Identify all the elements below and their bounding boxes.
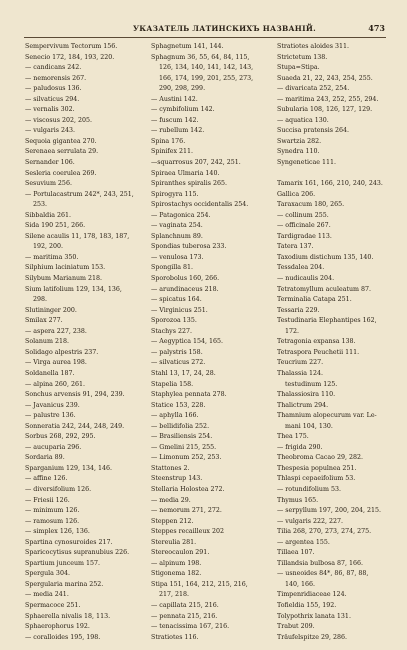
- index-entry: Timpenridiaceae 124.: [277, 591, 347, 599]
- index-entry: Subularia 108, 126, 127, 129.: [277, 106, 373, 114]
- index-entry: Solanum 218.: [25, 338, 69, 346]
- index-entry: — Aegyptica 154, 165.: [151, 338, 224, 346]
- index-entry: Senecio 172, 184, 193, 220.: [25, 53, 115, 61]
- index-entry: mani 104, 130.: [285, 422, 333, 430]
- index-entry: Stratiotes aloides 311.: [277, 43, 350, 50]
- index-entry: — maritima 243, 252, 255, 294.: [277, 95, 379, 103]
- index-entry: 253.: [33, 201, 48, 209]
- index-entry: — maritima 350.: [25, 253, 79, 261]
- index-entry: Thlaspi cepaeifolium 53.: [277, 475, 356, 483]
- index-entry: Tolypothrix lanata 131.: [277, 612, 351, 620]
- index-entry: Sporozoa 135.: [151, 317, 197, 325]
- index-entry: 140, 166.: [285, 580, 316, 588]
- index-entry: — Gmelini 215, 255.: [151, 443, 217, 451]
- index-entry: — vaginata 254.: [151, 222, 203, 230]
- index-entry: Stahl 13, 17, 24, 28.: [151, 369, 216, 377]
- index-entry: — vulgaris 243.: [25, 127, 75, 135]
- index-entry: Staphylea pennata 278.: [151, 391, 227, 399]
- index-entry: — rubellum 142.: [151, 127, 205, 135]
- index-entry: Sparganium 129, 134, 146.: [25, 464, 113, 472]
- index-entry: — bellidifolia 252.: [151, 422, 210, 430]
- index-entry: Tilia 268, 270, 273, 274, 275.: [277, 528, 372, 536]
- index-entry: Spergula 304.: [25, 570, 70, 578]
- index-entry: Stigonema 182.: [151, 570, 202, 578]
- index-entry: — silvaticus 294.: [25, 95, 80, 103]
- index-entry: Steenstrup 143.: [151, 475, 203, 483]
- index-entry: — aquatica 130.: [277, 116, 329, 124]
- index-entry: Silphium laciniatum 153.: [25, 264, 106, 272]
- index-entry: Sordaria 89.: [25, 454, 65, 462]
- index-entry: Stipa 151, 164, 212, 215, 216,: [151, 580, 248, 588]
- index-entry: Steppes recailleux 202: [151, 528, 225, 536]
- index-entry: Taraxacum 180, 265.: [277, 201, 345, 209]
- index-entry: Theobroma Cacao 29, 282.: [277, 454, 364, 462]
- index-entry: — aphylla 166.: [151, 412, 199, 420]
- index-entry: Spermacoce 251.: [25, 601, 81, 609]
- index-entry: Solidago alpestris 237.: [25, 348, 99, 356]
- index-entry: Spiranthes spiralis 265.: [151, 180, 228, 188]
- index-entry: Sium latifolium 129, 134, 136,: [25, 285, 122, 293]
- index-entry: Syngeneticae 111.: [277, 159, 337, 167]
- page-number: 473: [368, 23, 385, 33]
- index-entry: Testudinaria Elephantipes 162,: [277, 317, 377, 325]
- index-entry: Tillandsia bulbosa 87, 166.: [277, 559, 364, 567]
- index-entry: Spergularia marina 252.: [25, 580, 104, 588]
- index-entry: — simplex 126, 136.: [25, 528, 90, 536]
- index-entry: 192, 200.: [33, 243, 64, 251]
- index-entry: Stattones 2.: [151, 464, 190, 472]
- index-entry: — silvaticus 272.: [151, 359, 206, 367]
- index-entry: — serpyllum 197, 200, 204, 215.: [277, 507, 381, 515]
- index-entry: Sonneratia 242, 244, 248, 249.: [25, 422, 125, 430]
- index-entry: Tetragonia expansa 138.: [277, 338, 356, 346]
- index-entry: — candicans 242.: [25, 64, 82, 72]
- running-title: УКАЗАТЕЛЬ ЛАТИНСКИХЪ НАЗВАНІЙ.: [133, 24, 317, 33]
- index-entry: — alpinum 198.: [151, 559, 202, 567]
- index-entry: [277, 169, 403, 180]
- index-entry: Teucrium 227.: [277, 359, 324, 367]
- index-entry: Spartium junceum 157.: [25, 559, 101, 567]
- index-entry: — Javanicus 239.: [25, 401, 80, 409]
- index-entry: Sequoia gigantea 270.: [25, 137, 97, 145]
- index-entry: — rotundifolium 53.: [277, 485, 341, 493]
- index-entry: — divaricata 252, 254.: [277, 85, 350, 93]
- index-column-2: [151, 42, 282, 643]
- index-entry: Trabut 209.: [277, 623, 315, 631]
- index-entry: — vulgaris 222, 227.: [277, 517, 344, 525]
- index-entry: —squarrosus 207, 242, 251.: [151, 159, 241, 167]
- index-entry: — pennata 215, 216.: [151, 612, 218, 620]
- index-entry: testudinum 125.: [285, 380, 338, 388]
- index-entry: — Virginicus 251.: [151, 306, 208, 314]
- index-entry: — affine 126.: [25, 475, 68, 483]
- index-entry: — diversifolium 126.: [25, 485, 92, 493]
- index-entry: Tetratomyllum aculeatum 87.: [277, 285, 372, 293]
- page-header: [0, 0, 407, 36]
- index-entry: — nemorum 271, 272.: [151, 507, 222, 515]
- index-entry: Splanchnum 89.: [151, 232, 203, 240]
- index-entry: 290, 298, 299.: [159, 85, 206, 93]
- index-entry: Stereocaulon 291.: [151, 549, 210, 557]
- index-entry: — venulosa 173.: [151, 253, 204, 261]
- index-entry: Sonchus arvensis 91, 294, 239.: [25, 391, 125, 399]
- index-entry: — frigida 290.: [277, 443, 323, 451]
- index-entry: 126, 134, 140, 141, 142, 143,: [159, 64, 254, 72]
- index-entry: Spirostachys occidentalis 254.: [151, 201, 249, 209]
- index-entry: Silene acaulis 11, 178, 183, 187,: [25, 232, 130, 240]
- index-entry: — fuscum 142.: [151, 116, 199, 124]
- index-entry: Sphagnum 36, 55, 64, 84, 115,: [151, 53, 250, 61]
- index-entry: — viscosus 202, 205.: [25, 116, 92, 124]
- index-entry: — paludosus 136.: [25, 85, 82, 93]
- index-entry: Strictetum 138.: [277, 53, 328, 61]
- index-entry: Spirogyra 115.: [151, 190, 199, 198]
- header-rule: [24, 37, 386, 38]
- index-entry: — Limonum 252, 253.: [151, 454, 222, 462]
- index-entry: — coralloides 195, 198.: [25, 633, 101, 641]
- index-entry: — spicatus 164.: [151, 296, 202, 304]
- index-entry: Swartzia 282.: [277, 137, 322, 145]
- index-entry: Thea 175.: [277, 433, 309, 441]
- index-entry: Sesuvium 256.: [25, 180, 72, 188]
- index-entry: — palystris 158.: [151, 348, 203, 356]
- index-entry: Stapelia 158.: [151, 380, 194, 388]
- index-entry: Sida 190 251, 266.: [25, 222, 86, 230]
- index-entry: — aucuparia 296.: [25, 443, 82, 451]
- index-entry: Stereulia 281.: [151, 538, 197, 546]
- index-entry: Sphaerella nivalis 18, 113.: [25, 612, 111, 620]
- index-entry: Sibbaldia 261.: [25, 211, 71, 219]
- index-entry: Spartina cynosuroides 217.: [25, 538, 113, 546]
- index-entry: Thymus 165.: [277, 496, 319, 504]
- index-entry: Sorbus 268, 292, 295.: [25, 433, 96, 441]
- index-entry: — alpina 260, 261.: [25, 380, 85, 388]
- index-entry: Succisa pratensis 264.: [277, 127, 350, 135]
- index-column-3: [277, 42, 403, 643]
- index-entry: — media 241.: [25, 591, 69, 599]
- index-entry: — ramosum 126.: [25, 517, 80, 525]
- index-entry: Sernander 106.: [25, 159, 75, 167]
- index-entry: — Portulacastrum 242*, 243, 251,: [25, 190, 134, 198]
- index-entry: Gallica 206.: [277, 190, 316, 198]
- index-entry: — usneoides 84*, 86, 87, 88,: [277, 570, 369, 578]
- index-entry: Sparicocytisus supranubius 226.: [25, 549, 130, 557]
- index-entry: Tardigradae 113.: [277, 232, 332, 240]
- index-entry: — capillata 215, 216.: [151, 601, 219, 609]
- index-entry: Träufelspitze 29, 286.: [277, 633, 347, 641]
- index-entry: Spinifex 211.: [151, 148, 194, 156]
- index-entry: Statice 153, 228.: [151, 401, 206, 409]
- index-entry: Sphaerophorus 192.: [25, 623, 90, 631]
- index-entry: Spiraea Ulmaria 140.: [151, 169, 220, 177]
- index-entry: — nudicaulis 204.: [277, 275, 335, 283]
- index-entry: Sesleria coerulea 269.: [25, 169, 97, 177]
- index-entry: Sempervivum Tectorum 156.: [25, 43, 118, 50]
- index-entry: 172.: [285, 327, 300, 335]
- index-entry: — tenacissima 167, 216.: [151, 623, 230, 631]
- index-entry: — Friesii 126.: [25, 496, 70, 504]
- index-entry: Spongilla 81.: [151, 264, 194, 272]
- index-entry: Stachys 227.: [151, 327, 192, 335]
- index-entry: Suaeda 21, 22, 243, 254, 255.: [277, 74, 373, 82]
- index-entry: — Austini 142.: [151, 95, 198, 103]
- index-entry: — nemorensis 267.: [25, 74, 87, 82]
- index-entry: — arundinaceus 218.: [151, 285, 219, 293]
- index-entry: Stratiotes 116.: [151, 633, 199, 641]
- index-entry: Silybum Marianum 218.: [25, 275, 103, 283]
- index-entry: Sporobolus 160, 266.: [151, 275, 220, 283]
- index-entry: Slutininger 200.: [25, 306, 77, 314]
- index-entry: Spina 176.: [151, 137, 186, 145]
- index-entry: — palustre 136.: [25, 412, 76, 420]
- index-entry: — Virga aurea 198.: [25, 359, 87, 367]
- index-entry: — Brasiliensis 254.: [151, 433, 213, 441]
- index-entry: 166, 174, 199, 201, 255, 273,: [159, 74, 254, 82]
- index-entry: Tillaea 107.: [277, 549, 315, 557]
- index-entry: Serenaea serrulata 29.: [25, 148, 99, 156]
- index-entry: — collinum 255.: [277, 211, 329, 219]
- index-column-1: [25, 42, 156, 643]
- index-entry: Taxodium distichum 135, 140.: [277, 253, 374, 261]
- index-entry: Thalassiosira 110.: [277, 391, 336, 399]
- index-entry: Thespesia populnea 251.: [277, 464, 357, 472]
- index-entry: Synedra 110.: [277, 148, 320, 156]
- index-entry: — vernalis 302.: [25, 106, 75, 114]
- index-entry: Sphagnetum 141, 144.: [151, 43, 224, 50]
- index-entry: Thalictrum 294.: [277, 401, 329, 409]
- index-entry: Stupa=Stipa.: [277, 64, 320, 72]
- index-entry: Thamnium alopecurum var. Le-: [277, 412, 377, 420]
- index-entry: Spondias tuberosa 233.: [151, 243, 227, 251]
- index-entry: Soldanella 187.: [25, 369, 75, 377]
- index-entry: Terminalia Catapa 251.: [277, 296, 352, 304]
- index-entry: Tamarix 161, 166, 210, 240, 243.: [277, 180, 383, 188]
- index-entry: Smilax 277.: [25, 317, 63, 325]
- index-entry: — minimum 126.: [25, 507, 80, 515]
- index-entry: Thalassia 124.: [277, 369, 324, 377]
- index-entry: — argentea 155.: [277, 538, 330, 546]
- index-entry: — officinale 267.: [277, 222, 331, 230]
- index-entry: Steppen 212.: [151, 517, 194, 525]
- index-entry: Tessdalea 204.: [277, 264, 325, 272]
- index-entry: Tofieldia 155, 192.: [277, 601, 337, 609]
- index-entry: Stellaria Holostea 272.: [151, 485, 225, 493]
- index-entry: — cymbifolium 142.: [151, 106, 215, 114]
- index-entry: Tatera 137.: [277, 243, 314, 251]
- index-entry: — Patagonica 254.: [151, 211, 211, 219]
- index-entry: — media 29.: [151, 496, 191, 504]
- index-entry: 217, 218.: [159, 591, 190, 599]
- index-entry: 298.: [33, 296, 48, 304]
- index-entry: — aspera 227, 238.: [25, 327, 87, 335]
- index-entry: Tetraspora Peuchetii 111.: [277, 348, 360, 356]
- index-entry: Tessaria 229.: [277, 306, 320, 314]
